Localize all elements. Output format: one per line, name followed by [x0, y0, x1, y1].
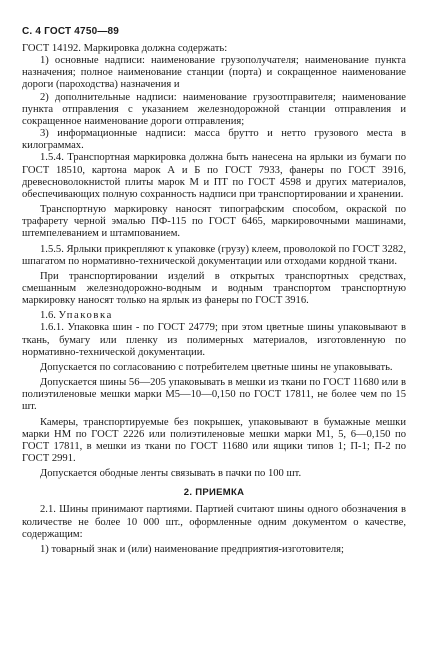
text-block-section-1-5: [22, 43, 406, 307]
paragraph: 1) товарный знак и (или) наименование предприятия-изготовителя;: [40, 543, 345, 555]
section-title: Упаковка: [58, 310, 113, 322]
paragraph: Допускается ободные ленты связывать в пачки по 100 шт.: [40, 468, 302, 480]
paragraph: ГОСТ 14192. Маркировка должна содержать:: [22, 43, 228, 54]
paragraph: 3) информационные надписи: масса брутто и нетто грузового места в килограммах.: [22, 128, 406, 152]
paragraph: 1.5.5. Ярлыки прикрепляют к упаковке (грузу) клеем, проволокой по ГОСТ 3282, шпагатом по нормативно-технической документации или отходами кордной ткани.: [22, 243, 406, 267]
text-block-section-2: [22, 504, 406, 556]
paragraph: 1.5.4. Транспортная маркировка должна быть нанесена на ярлыки из бумаги по ГОСТ 18510, картона марок А и Б по ГОСТ 7933, фанеры по ГОСТ 3916, древесноволокнистой плиты марок М и ПТ по ГОСТ 4598 и других материалов, обеспечивающих полную сохранность надписи при транспортировании и хранении.: [22, 152, 406, 200]
paragraph: 1) основные надписи: наименование грузополучателя; наименование пункта назначения; полное наименование станции (порта) и сокращенное наименование дороги (пароходства) назначения и: [22, 55, 406, 91]
section-2-heading: 2. ПРИЕМКА: [183, 487, 245, 499]
paragraph: 2) дополнительные надписи: наименование грузоотправителя; наименование пункта отправления с указанием железнодорожной станции отправления и сокращенное наименование дороги отправления;: [22, 91, 406, 127]
section-number: 1.6.: [40, 310, 56, 322]
paragraph: Допускается по согласованию с потребителем цветные шины не упаковывать.: [40, 361, 393, 373]
paragraph: 1.6.1. Упаковка шин - по ГОСТ 24779; при этом цветные шины упаковывают в ткань, бумагу или пленку из полимерных материалов, изготовленную по нормативно-технической документации.: [22, 322, 406, 358]
paragraph: 2.1. Шины принимают партиями. Партией считают шины одного обозначения в количестве не более 10 000 шт., оформленные одним документом о качестве, содержащим:: [22, 504, 406, 540]
paragraph: При транспортировании изделий в открытых транспортных средствах, смешанным железнодорожно-водным и водным транспортом транспортную маркировку наносят только на ярлык из фанеры по ГОСТ 3916.: [22, 270, 406, 307]
paragraph: Транспортную маркировку наносят типографским способом, окраской по трафарету черной эмалью ПФ-115 по ГОСТ 6465, маркировочными машинами, штемпелеванием и штампованием.: [22, 204, 406, 240]
document-page: [22, 26, 406, 556]
paragraph: Камеры, транспортируемые без покрышек, упаковывают в бумажные мешки марки НМ по ГОСТ 2226 или полиэтиленовые мешки марки М1, 5, 6—0,150 по ГОСТ 17811, в мешки из ткани по ГОСТ 11680 или ящики типов 1; П-1; П-2 по ГОСТ 2991.: [22, 416, 406, 464]
section-1-6-heading: [22, 310, 406, 322]
paragraph: Допускается шины 56—205 упаковывать в мешки из ткани по ГОСТ 11680 или в полиэтиленовые мешки марки М5—10—0,150 по ГОСТ 17811, не более чем по 15 шт.: [22, 377, 406, 413]
text-block-section-1-6: [22, 322, 406, 480]
page-header: С. 4 ГОСТ 4750—89: [22, 26, 120, 37]
